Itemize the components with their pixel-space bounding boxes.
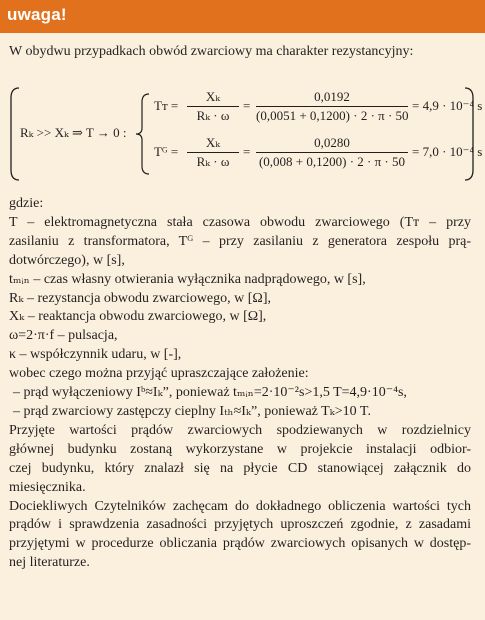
fraction-numerator: Xₖ <box>187 89 239 107</box>
xk-definition: Xₖ – reaktancja obwodu zwarciowego, w [Ω], <box>9 309 267 325</box>
formula-lhs-tt: Tᴛ = <box>154 98 179 113</box>
formula-result-tt: = 4,9 · 10⁻⁴ s <box>412 98 483 113</box>
rk-definition: Rₖ – rezystancja obwodu zwarciowego, w [Ω], <box>9 290 271 306</box>
gdzie-label: gdzie: <box>9 196 44 211</box>
fraction-denominator: (0,008 + 0,1200) · 2 · π · 50 <box>258 154 406 169</box>
paragraph-line: Przyjęte wartości prądów zwarciowych spodziewanych w rozdzielnicy <box>9 422 471 438</box>
fraction-denominator: Rₖ · ω <box>196 108 230 123</box>
fraction-tg-value <box>256 135 408 170</box>
omega-definition: ω=2·π·f – pulsacja, <box>9 328 118 344</box>
paragraph-line: nej literaturze. <box>9 555 90 571</box>
t-definition-line: zasilaniu z transformatora, Tᴳ – przy zasilaniu z generatora zespołu prą- <box>9 233 471 249</box>
fraction-denominator: Rₖ · ω <box>196 154 230 169</box>
intro-text: W obydwu przypadkach obwód zwarciowy ma charakter rezystancyjny: <box>9 44 414 59</box>
tmin-definition: tₘᵢₙ – czas własny otwierania wyłącznika nadprądowego, w [s], <box>9 271 366 287</box>
note-header <box>0 0 485 33</box>
paragraph-line: przyjętymi w procedurze obliczania prądów zwarciowych opisanych w dostęp- <box>9 536 471 552</box>
fraction-tt-value <box>256 89 408 124</box>
assumption-item: – prąd wyłączeniowy Iᵇ≈Iₖˮ, ponieważ tₘᵢₙ=2·10⁻²s>1,5 T=4,9·10⁻⁴s, <box>13 385 407 401</box>
formula-equals: = <box>243 98 251 113</box>
fraction-xk-rk <box>187 135 239 170</box>
formula-result-tg: = 7,0 · 10⁻⁴ s <box>412 144 483 159</box>
fraction-numerator: 0,0280 <box>256 135 408 153</box>
paragraph-line: Dociekliwych Czytelników zachęcam do dokładnego obliczenia wartości tych <box>9 498 471 514</box>
formula-equals: = <box>243 144 251 159</box>
fraction-xk-rk <box>187 89 239 124</box>
paragraph-line: prądów i sprawdzenia zasadności przyjętych uproszczeń zgodnie, z zasadami <box>9 517 471 533</box>
formula-lhs-tg: Tᴳ = <box>154 144 179 159</box>
paragraph-line: głównej budynku zostaną wykorzystane w projekcie instalacji odbior- <box>9 441 471 457</box>
assumption-item: – prąd zwarciowy zastępczy cieplny Iₜₕ≈Iₖˮ, ponieważ Tₖ>10 T. <box>13 403 371 419</box>
kappa-definition: κ – współczynnik udaru, w [-], <box>9 347 182 363</box>
fraction-numerator: 0,0192 <box>256 89 408 107</box>
t-definition-line: dotwórczego), w [s], <box>9 252 125 268</box>
formula-condition: Rₖ >> Xₖ ⇒ T → 0 : <box>20 125 127 140</box>
paragraph-line: czej budynku, który znalazł się na płycie CD stanowiącej załącznik do <box>9 460 471 476</box>
note-title: uwaga! <box>7 5 67 24</box>
assumption-intro: wobec czego można przyjąć upraszczające założenie: <box>9 366 309 382</box>
formula-block <box>7 86 483 182</box>
fraction-numerator: Xₖ <box>187 135 239 153</box>
t-definition-line: T – elektromagnetyczna stała czasowa obwodu zwarciowego (Tᴛ – przy <box>9 214 471 230</box>
paragraph-line: miesięcznika. <box>9 479 86 495</box>
body-text <box>9 195 471 573</box>
fraction-denominator: (0,0051 + 0,1200) · 2 · π · 50 <box>256 108 409 123</box>
